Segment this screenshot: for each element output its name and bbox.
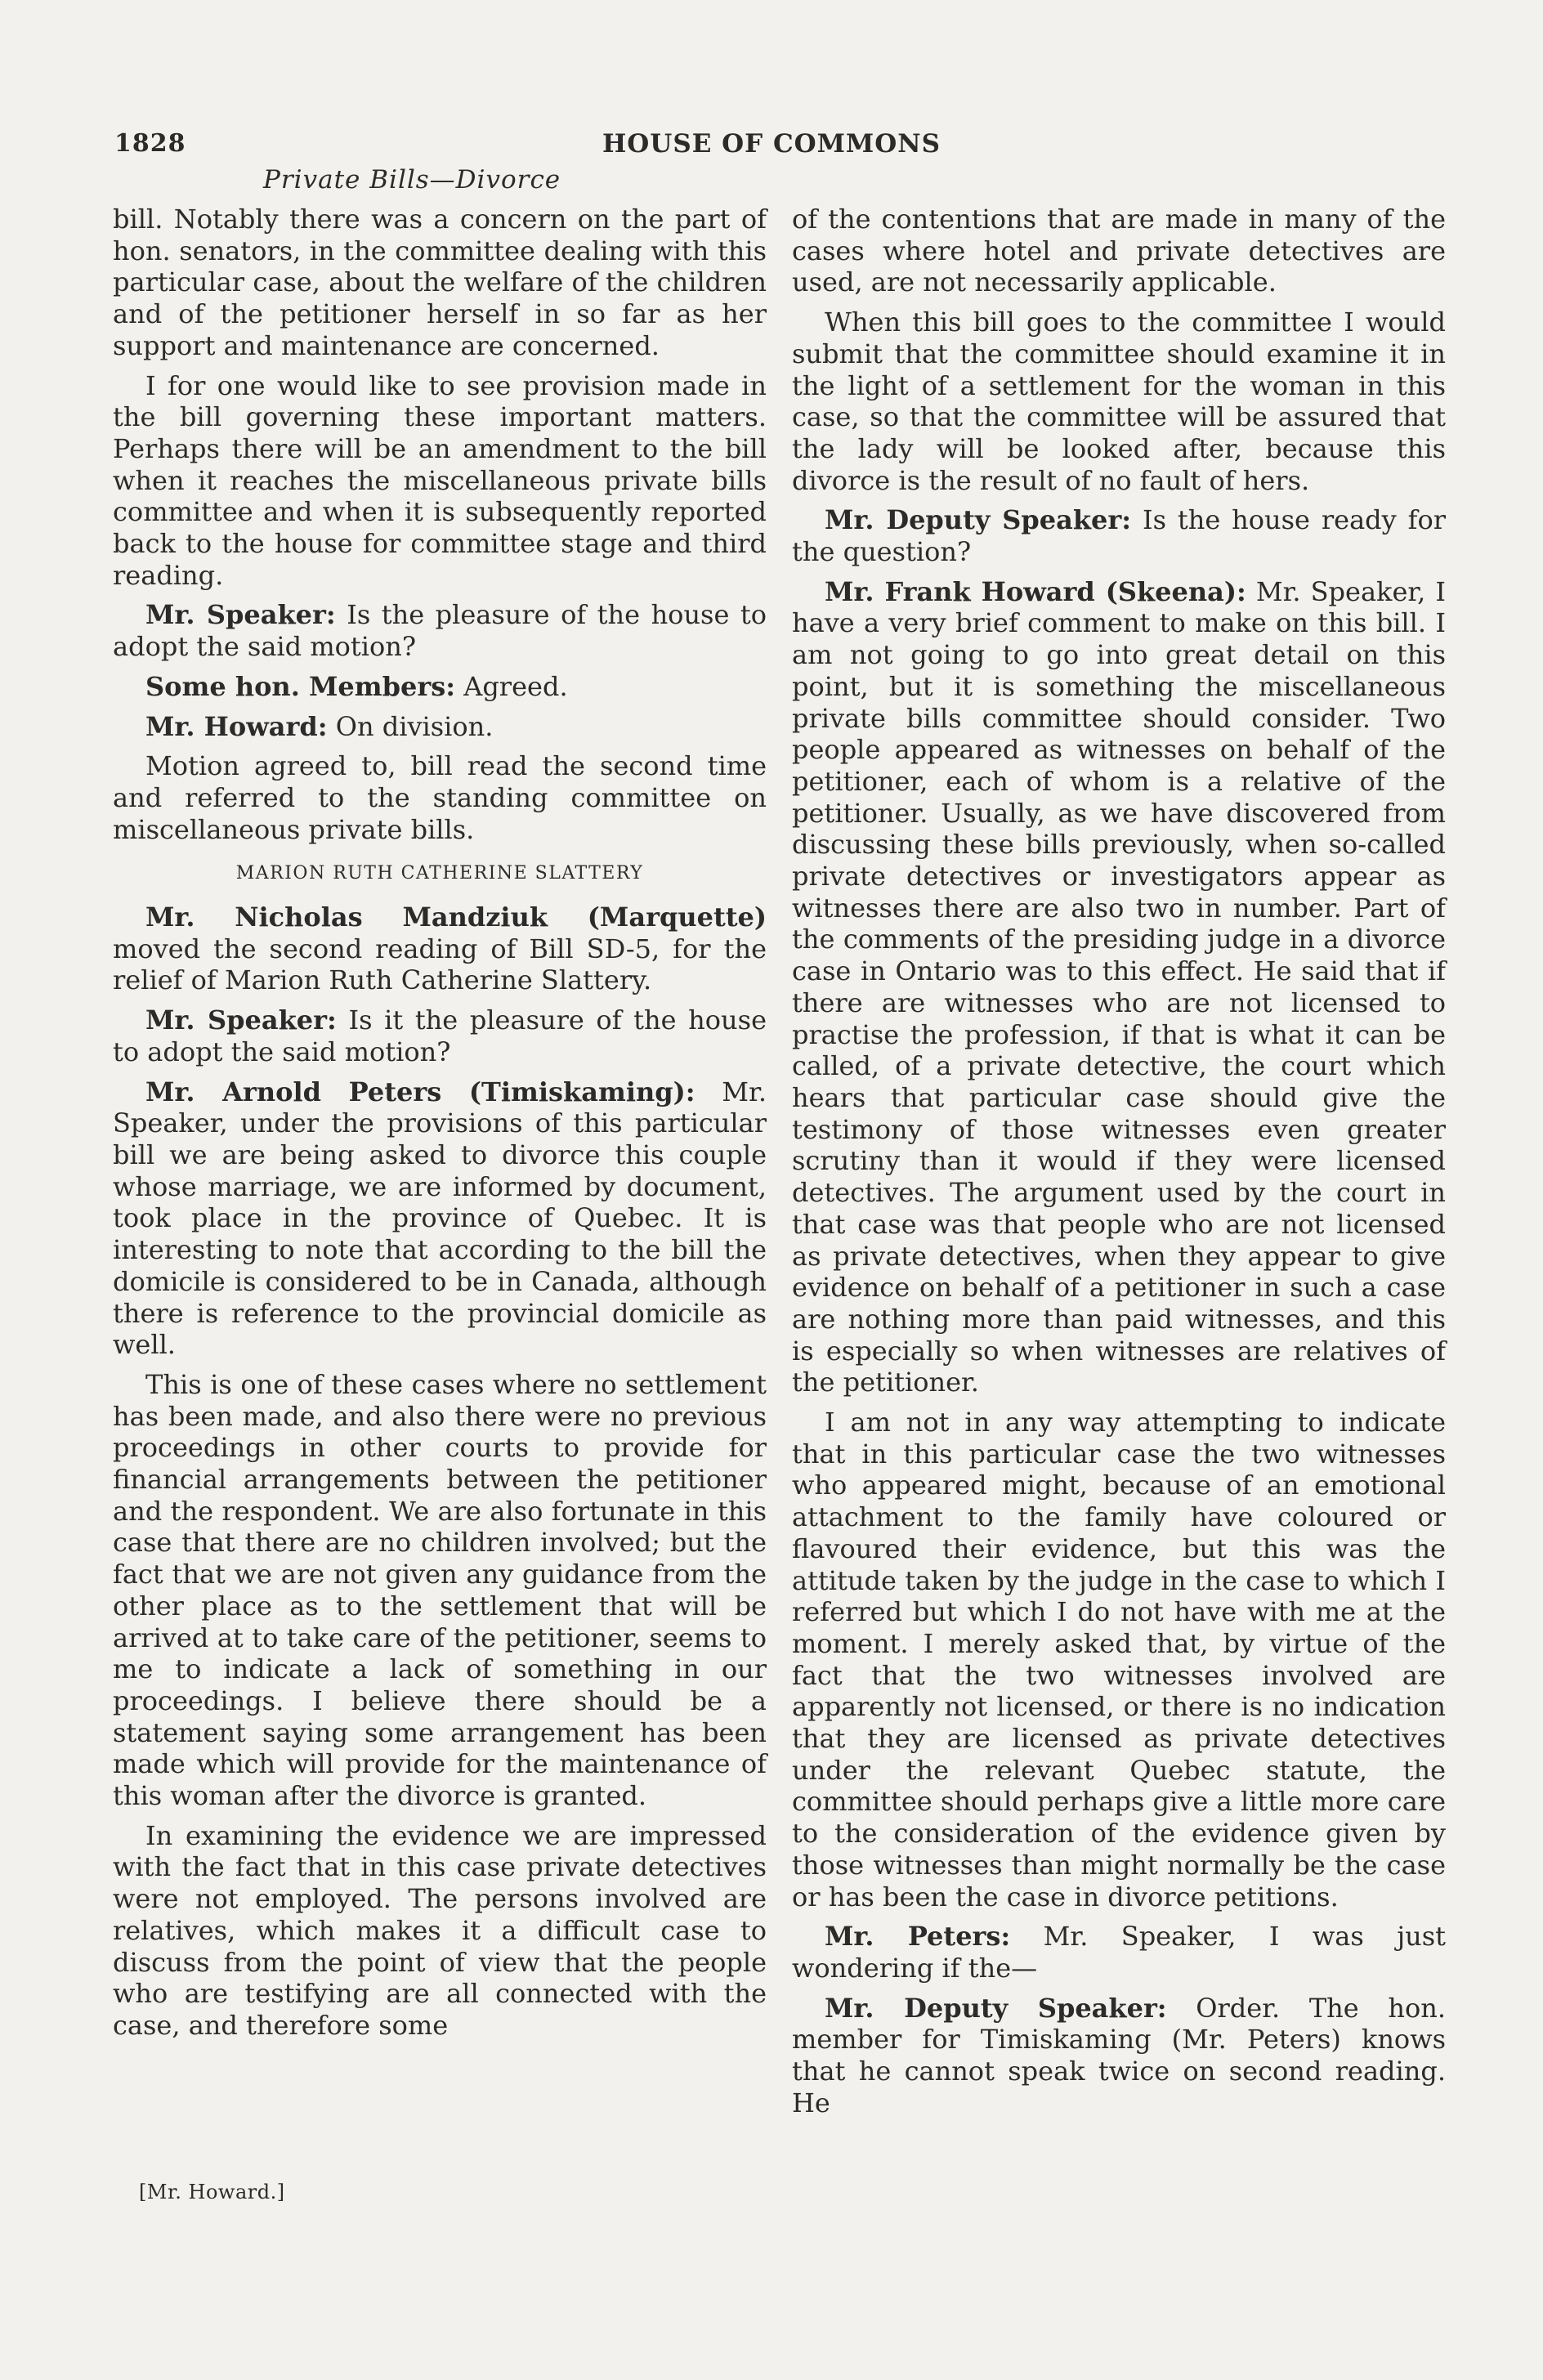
speech bbox=[792, 1921, 1446, 1984]
speech bbox=[113, 901, 767, 996]
speech-text: Order. The hon. member for Timiskaming (Mr. Peters) knows that he cannot speak twice on second reading. He bbox=[792, 1992, 1447, 2118]
speech-text: Is the house ready for the question? bbox=[792, 504, 1447, 568]
paragraph: of the contentions that are made in many of the cases where hotel and private detectives are used, are not necessarily applicable. bbox=[792, 204, 1446, 298]
speaker-name: Mr. Nicholas Mandziuk (Marquette) bbox=[145, 901, 767, 933]
speech-text: Mr. Speaker, I was just wondering if the— bbox=[792, 1921, 1447, 1984]
paragraph: bill. Notably there was a concern on the part of hon. senators, in the committee dealing with this particular case, about the welfare of the children and of the petitioner herself in so far as her support and maintenance are concerned. bbox=[113, 204, 767, 361]
speaker-name: Mr. Speaker: bbox=[145, 599, 336, 631]
speaker-name: Mr. Speaker: bbox=[145, 1004, 337, 1036]
paragraph: Motion agreed to, bill read the second time and referred to the standing committee on miscellaneous private bills. bbox=[113, 750, 767, 845]
speech-text: moved the second reading of Bill SD-5, for the relief of Marion Ruth Catherine Slattery. bbox=[113, 933, 767, 996]
paragraph: I am not in any way attempting to indicate that in this particular case the two witnesses who appeared might, because of an emotional attachment to the family have coloured or flavoured their evidence, but this was the attitude taken by the judge in the case to which I referred but which I do not have with me at the moment. I merely asked that, by virtue of the fact that the two witnesses involved are apparently not licensed, or there is no indication that they are licensed as private detectives under the relevant Quebec statute, the committee should perhaps give a little more care to the consideration of the evidence given by those witnesses than might normally be the case or has been the case in divorce petitions. bbox=[792, 1407, 1446, 1912]
running-head: HOUSE OF COMMONS bbox=[602, 129, 941, 159]
right-column bbox=[792, 204, 1446, 2127]
speaker-name: Mr. Deputy Speaker: bbox=[825, 1992, 1167, 2024]
speech bbox=[113, 711, 767, 743]
footer-attribution: [Mr. Howard.] bbox=[139, 2181, 285, 2203]
speaker-name: Mr. Frank Howard (Skeena): bbox=[825, 575, 1246, 607]
speaker-name: Mr. Peters: bbox=[825, 1921, 1011, 1953]
speaker-name: Mr. Howard: bbox=[145, 710, 328, 742]
speech bbox=[792, 1993, 1446, 2119]
paragraph: In examining the evidence we are impressed with the fact that in this case private detectives were not employed. The persons involved are relatives, which makes it a difficult case to discuss from the point of view that the people who are testifying are all connected with the case, and therefore some bbox=[113, 1819, 767, 2041]
speech bbox=[113, 1004, 767, 1067]
speech bbox=[792, 576, 1446, 1398]
speech-text: Mr. Speaker, under the provisions of this particular bill we are being asked to divorce this couple whose marriage, we are informed by document, took place in the province of Quebec. It is interesting to note that according to the bill the domicile is considered to be in Canada, although there is reference to the provincial domicile as well. bbox=[113, 1076, 767, 1361]
left-column bbox=[113, 204, 767, 2050]
speech-text: Mr. Speaker, I have a very brief comment to make on this bill. I am not going to go into great detail on this point, but it is something the miscellaneous private bills committee should consider. Two people appeared as witnesses on behalf of the petitioner, each of whom is a relative of the petitioner. Usually, as we have discovered from discussing these bills previously, when so-called private detectives or investigators appear as witnesses there are also two in number. Part of the comments of the presiding judge in a divorce case in Ontario was to this effect. He said that if there are witnesses who are not licensed to practise the profession, if that is what it can be called, of a private detective, the court which hears that particular case should give the testimony of those witnesses even greater scrutiny than it would if they were licensed detectives. The argument used by the court in that case was that people who are not licensed as private detectives, when they appear to give evidence on behalf of a petitioner in such a case are nothing more than paid witnesses, and this is especially so when witnesses are relatives of the petitioner. bbox=[792, 575, 1447, 1398]
speech bbox=[113, 1076, 767, 1361]
paragraph: When this bill goes to the committee I would submit that the committee should examine it in the light of a settlement for the woman in this case, so that the committee will be assured that the lady will be looked after, because this divorce is the result of no fault of hers. bbox=[792, 306, 1446, 496]
speech-text: On division. bbox=[327, 710, 494, 742]
section-heading: Private Bills—Divorce bbox=[263, 165, 561, 195]
page-number: 1828 bbox=[114, 129, 186, 158]
paragraph: This is one of these cases where no settlement has been made, and also there were no previous proceedings in other courts to provide for financial arrangements between the petitioner and the respondent. We are also fortunate in this case that there are no children involved; but the fact that we are not given any guidance from the other place as to the settlement that will be arrived at to take care of the petitioner, seems to me to indicate a lack of something in our proceedings. I believe there should be a statement saying some arrangement has been made which will provide for the maintenance of this woman after the divorce is granted. bbox=[113, 1368, 767, 1812]
speech bbox=[113, 671, 767, 703]
speech bbox=[792, 504, 1446, 567]
speech-text: Is the pleasure of the house to adopt the said motion? bbox=[113, 599, 767, 663]
speaker-name: Mr. Deputy Speaker: bbox=[825, 504, 1132, 536]
speech bbox=[113, 599, 767, 662]
speaker-name: Some hon. Members: bbox=[145, 670, 456, 702]
speech-text: Agreed. bbox=[455, 670, 568, 702]
speaker-name: Mr. Arnold Peters (Timiskaming): bbox=[145, 1076, 695, 1107]
bill-subheading: MARION RUTH CATHERINE SLATTERY bbox=[235, 863, 644, 884]
paragraph: I for one would like to see provision made in the bill governing these important matters. Perhaps there will be an amendment to the bill when it reaches the miscellaneous private bills committee and when it is subsequently reported back to the house for committee stage and third reading. bbox=[113, 369, 767, 591]
speech-text: Is it the pleasure of the house to adopt the said motion? bbox=[113, 1004, 767, 1067]
